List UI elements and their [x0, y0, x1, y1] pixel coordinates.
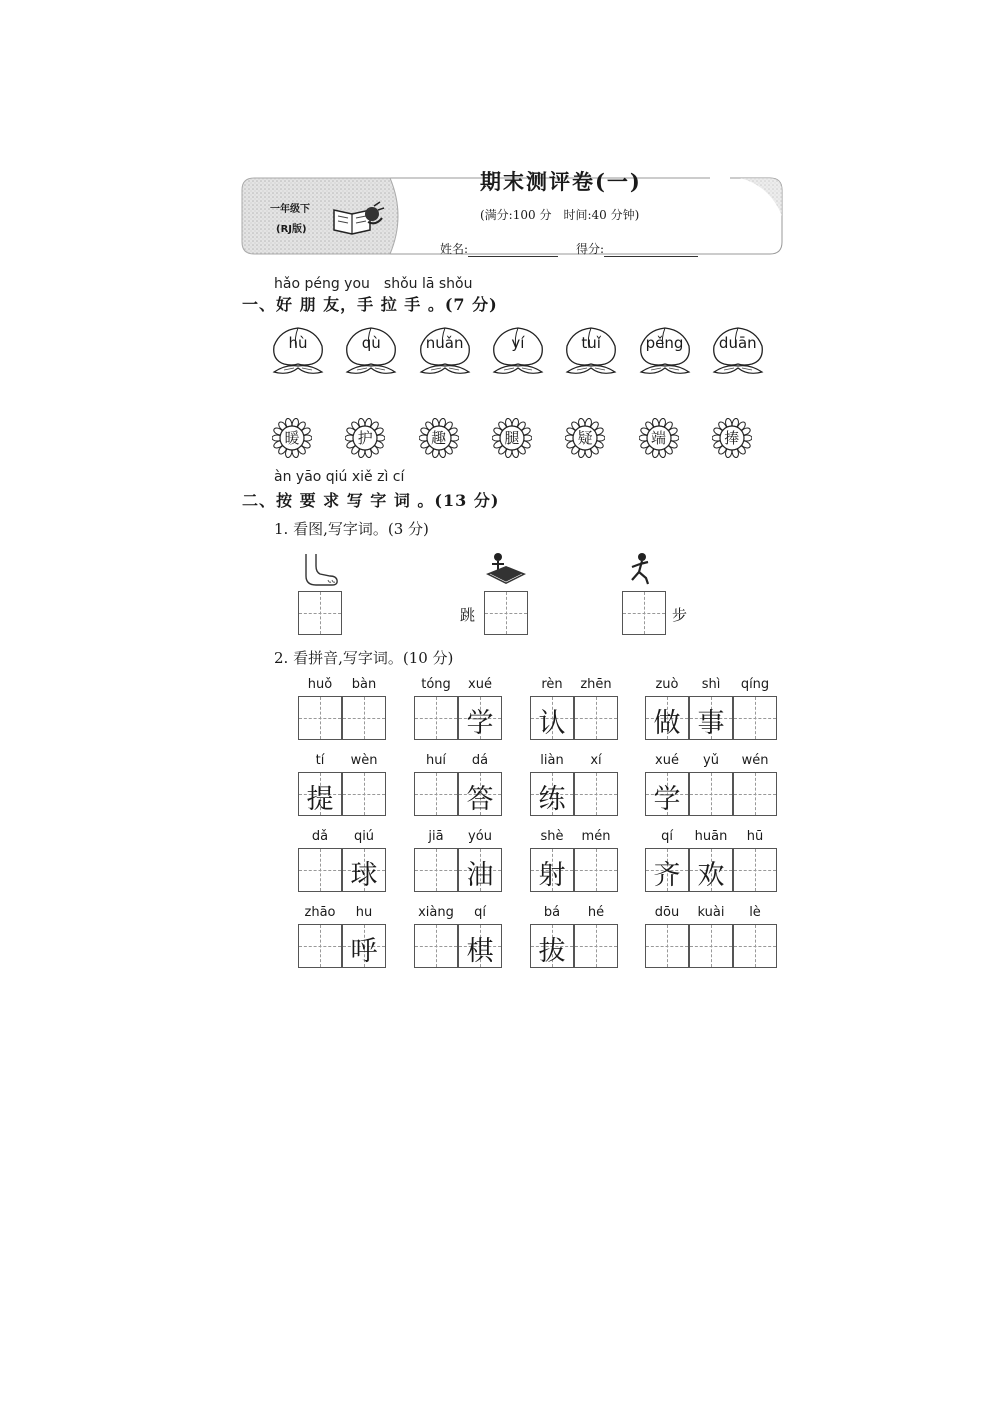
- given-character-cell: [530, 848, 574, 892]
- word-pinyin: huān: [694, 829, 728, 844]
- given-character-cell: [458, 848, 502, 892]
- word-pinyin: bá: [543, 905, 561, 920]
- flower-character: 腿: [504, 429, 520, 447]
- word-pinyin: hū: [746, 829, 764, 844]
- word-pinyin: dōu: [654, 905, 680, 920]
- answer-cell[interactable]: [574, 924, 618, 968]
- peach-card[interactable]: [563, 324, 619, 378]
- given-character: 做: [653, 708, 681, 739]
- answer-cell[interactable]: [414, 772, 458, 816]
- answer-cell[interactable]: [342, 696, 386, 740]
- book-icon: [330, 200, 386, 240]
- word-pinyin: zuò: [655, 677, 679, 692]
- word-pinyin: qíng: [740, 677, 770, 692]
- answer-cell[interactable]: [733, 848, 777, 892]
- given-character: 射: [538, 860, 566, 891]
- peach-card[interactable]: [637, 324, 693, 378]
- word-pinyin: lè: [749, 905, 761, 920]
- word-pinyin: kuài: [697, 905, 725, 920]
- word-pinyin: yóu: [468, 829, 492, 844]
- given-character: 拔: [538, 936, 566, 967]
- given-character: 答: [466, 784, 494, 815]
- word-pinyin: dǎ: [311, 829, 329, 844]
- flower-card[interactable]: [712, 418, 752, 458]
- answer-cell[interactable]: [733, 696, 777, 740]
- score-field[interactable]: [576, 240, 698, 257]
- q1-label: 1. 看图,写字词。(3 分): [274, 520, 429, 538]
- flower-character: 趣: [431, 429, 447, 447]
- word-pinyin: tóng: [421, 677, 451, 692]
- grade-label: 一年级下: [270, 204, 310, 215]
- peach-card[interactable]: [343, 324, 399, 378]
- answer-cell[interactable]: [484, 591, 528, 635]
- given-character: 认: [538, 708, 566, 739]
- running-child-icon: [626, 552, 656, 590]
- given-character: 提: [306, 784, 334, 815]
- given-character-cell: [530, 696, 574, 740]
- given-character-cell: [645, 696, 689, 740]
- flower-card[interactable]: [345, 418, 385, 458]
- word-prefix: 跳: [460, 606, 476, 624]
- given-character-cell: [645, 772, 689, 816]
- word-pinyin: wén: [741, 753, 769, 768]
- answer-cell[interactable]: [342, 772, 386, 816]
- flower-card[interactable]: [492, 418, 532, 458]
- peach-pinyin: pěng: [645, 334, 684, 352]
- word-pinyin: mén: [581, 829, 611, 844]
- given-character: 齐: [653, 860, 681, 891]
- word-pinyin: zhēn: [580, 677, 612, 692]
- answer-cell[interactable]: [414, 696, 458, 740]
- word-pinyin: tí: [315, 753, 325, 768]
- section1-pinyin: hǎo péng you shǒu lā shǒu: [274, 276, 473, 292]
- flower-character: 捧: [724, 429, 740, 447]
- peach-card[interactable]: [710, 324, 766, 378]
- answer-cell[interactable]: [689, 772, 733, 816]
- given-character-cell: [342, 848, 386, 892]
- flower-character: 疑: [577, 429, 593, 447]
- word-pinyin: huí: [425, 753, 447, 768]
- word-pinyin: wèn: [350, 753, 378, 768]
- peach-pinyin: hù: [288, 334, 308, 352]
- peach-pinyin: nuǎn: [425, 334, 464, 352]
- given-character: 球: [350, 860, 378, 891]
- score-label: 得分:: [576, 242, 605, 256]
- word-pinyin: qí: [661, 829, 673, 844]
- peach-card[interactable]: [417, 324, 473, 378]
- peach-card[interactable]: [490, 324, 546, 378]
- given-character: 学: [466, 708, 494, 739]
- given-character: 油: [466, 860, 494, 891]
- peach-pinyin: yí: [511, 334, 525, 352]
- word-pinyin: qí: [474, 905, 486, 920]
- given-character-cell: [458, 696, 502, 740]
- peach-pinyin: duān: [718, 334, 757, 352]
- peach-card[interactable]: [270, 324, 326, 378]
- answer-cell[interactable]: [689, 924, 733, 968]
- edition-label: (RJ版): [276, 224, 307, 235]
- flower-card[interactable]: [419, 418, 459, 458]
- given-character-cell: [645, 848, 689, 892]
- given-character-cell: [342, 924, 386, 968]
- page-title: 期末测评卷(一): [480, 169, 642, 194]
- answer-cell[interactable]: [733, 772, 777, 816]
- given-character: 学: [653, 784, 681, 815]
- word-pinyin: shì: [701, 677, 721, 692]
- peach-pinyin: qù: [361, 334, 381, 352]
- flower-card[interactable]: [272, 418, 312, 458]
- given-character: 欢: [697, 860, 725, 891]
- word-pinyin: xué: [655, 753, 679, 768]
- word-pinyin: jiā: [428, 829, 444, 844]
- word-pinyin: xí: [590, 753, 602, 768]
- answer-cell[interactable]: [414, 924, 458, 968]
- given-character-cell: [298, 772, 342, 816]
- word-pinyin: shè: [540, 829, 564, 844]
- word-pinyin: xué: [468, 677, 492, 692]
- word-pinyin: xiàng: [418, 905, 454, 920]
- word-pinyin: liàn: [540, 753, 564, 768]
- flower-card[interactable]: [639, 418, 679, 458]
- word-pinyin: bàn: [351, 677, 377, 692]
- word-pinyin: huǒ: [307, 677, 333, 692]
- answer-cell[interactable]: [733, 924, 777, 968]
- answer-cell[interactable]: [574, 772, 618, 816]
- name-field[interactable]: [440, 240, 558, 257]
- given-character-cell: [530, 924, 574, 968]
- flower-character: 护: [357, 429, 373, 447]
- given-character: 棋: [466, 936, 494, 967]
- word-pinyin: dá: [471, 753, 489, 768]
- jump-rope-icon: [484, 552, 528, 590]
- answer-cell[interactable]: [574, 848, 618, 892]
- answer-cell[interactable]: [645, 924, 689, 968]
- given-character-cell: [458, 924, 502, 968]
- peach-pinyin: tuǐ: [581, 334, 601, 352]
- flower-character: 端: [650, 429, 666, 447]
- foot-icon: [298, 552, 340, 592]
- section2-title: 二、按 要 求 写 字 词 。(13 分): [242, 491, 500, 510]
- flower-card[interactable]: [565, 418, 605, 458]
- answer-cell[interactable]: [574, 696, 618, 740]
- answer-cell[interactable]: [298, 924, 342, 968]
- word-pinyin: yǔ: [703, 753, 719, 768]
- given-character: 练: [538, 784, 566, 815]
- q2-label: 2. 看拼音,写字词。(10 分): [274, 649, 454, 667]
- word-suffix: 步: [672, 606, 688, 624]
- given-character: 事: [697, 708, 725, 739]
- given-character-cell: [689, 696, 733, 740]
- name-label: 姓名:: [440, 242, 469, 256]
- word-pinyin: rèn: [541, 677, 563, 692]
- page-subtitle: (满分:100 分 时间:40 分钟): [480, 208, 640, 222]
- word-pinyin: zhāo: [304, 905, 336, 920]
- name-blank[interactable]: [468, 244, 558, 257]
- answer-cell[interactable]: [298, 696, 342, 740]
- flower-character: 暖: [284, 429, 300, 447]
- word-pinyin: hé: [587, 905, 605, 920]
- answer-cell[interactable]: [414, 848, 458, 892]
- word-pinyin: qiú: [353, 829, 375, 844]
- answer-cell[interactable]: [298, 591, 342, 635]
- given-character-cell: [530, 772, 574, 816]
- answer-cell[interactable]: [622, 591, 666, 635]
- section1-title: 一、好 朋 友，手 拉 手 。(7 分): [242, 295, 498, 314]
- given-character: 呼: [350, 936, 378, 967]
- score-blank[interactable]: [604, 244, 698, 257]
- given-character-cell: [458, 772, 502, 816]
- word-pinyin: hu: [355, 905, 373, 920]
- given-character-cell: [689, 848, 733, 892]
- section2-pinyin: àn yāo qiú xiě zì cí: [274, 469, 405, 485]
- answer-cell[interactable]: [298, 848, 342, 892]
